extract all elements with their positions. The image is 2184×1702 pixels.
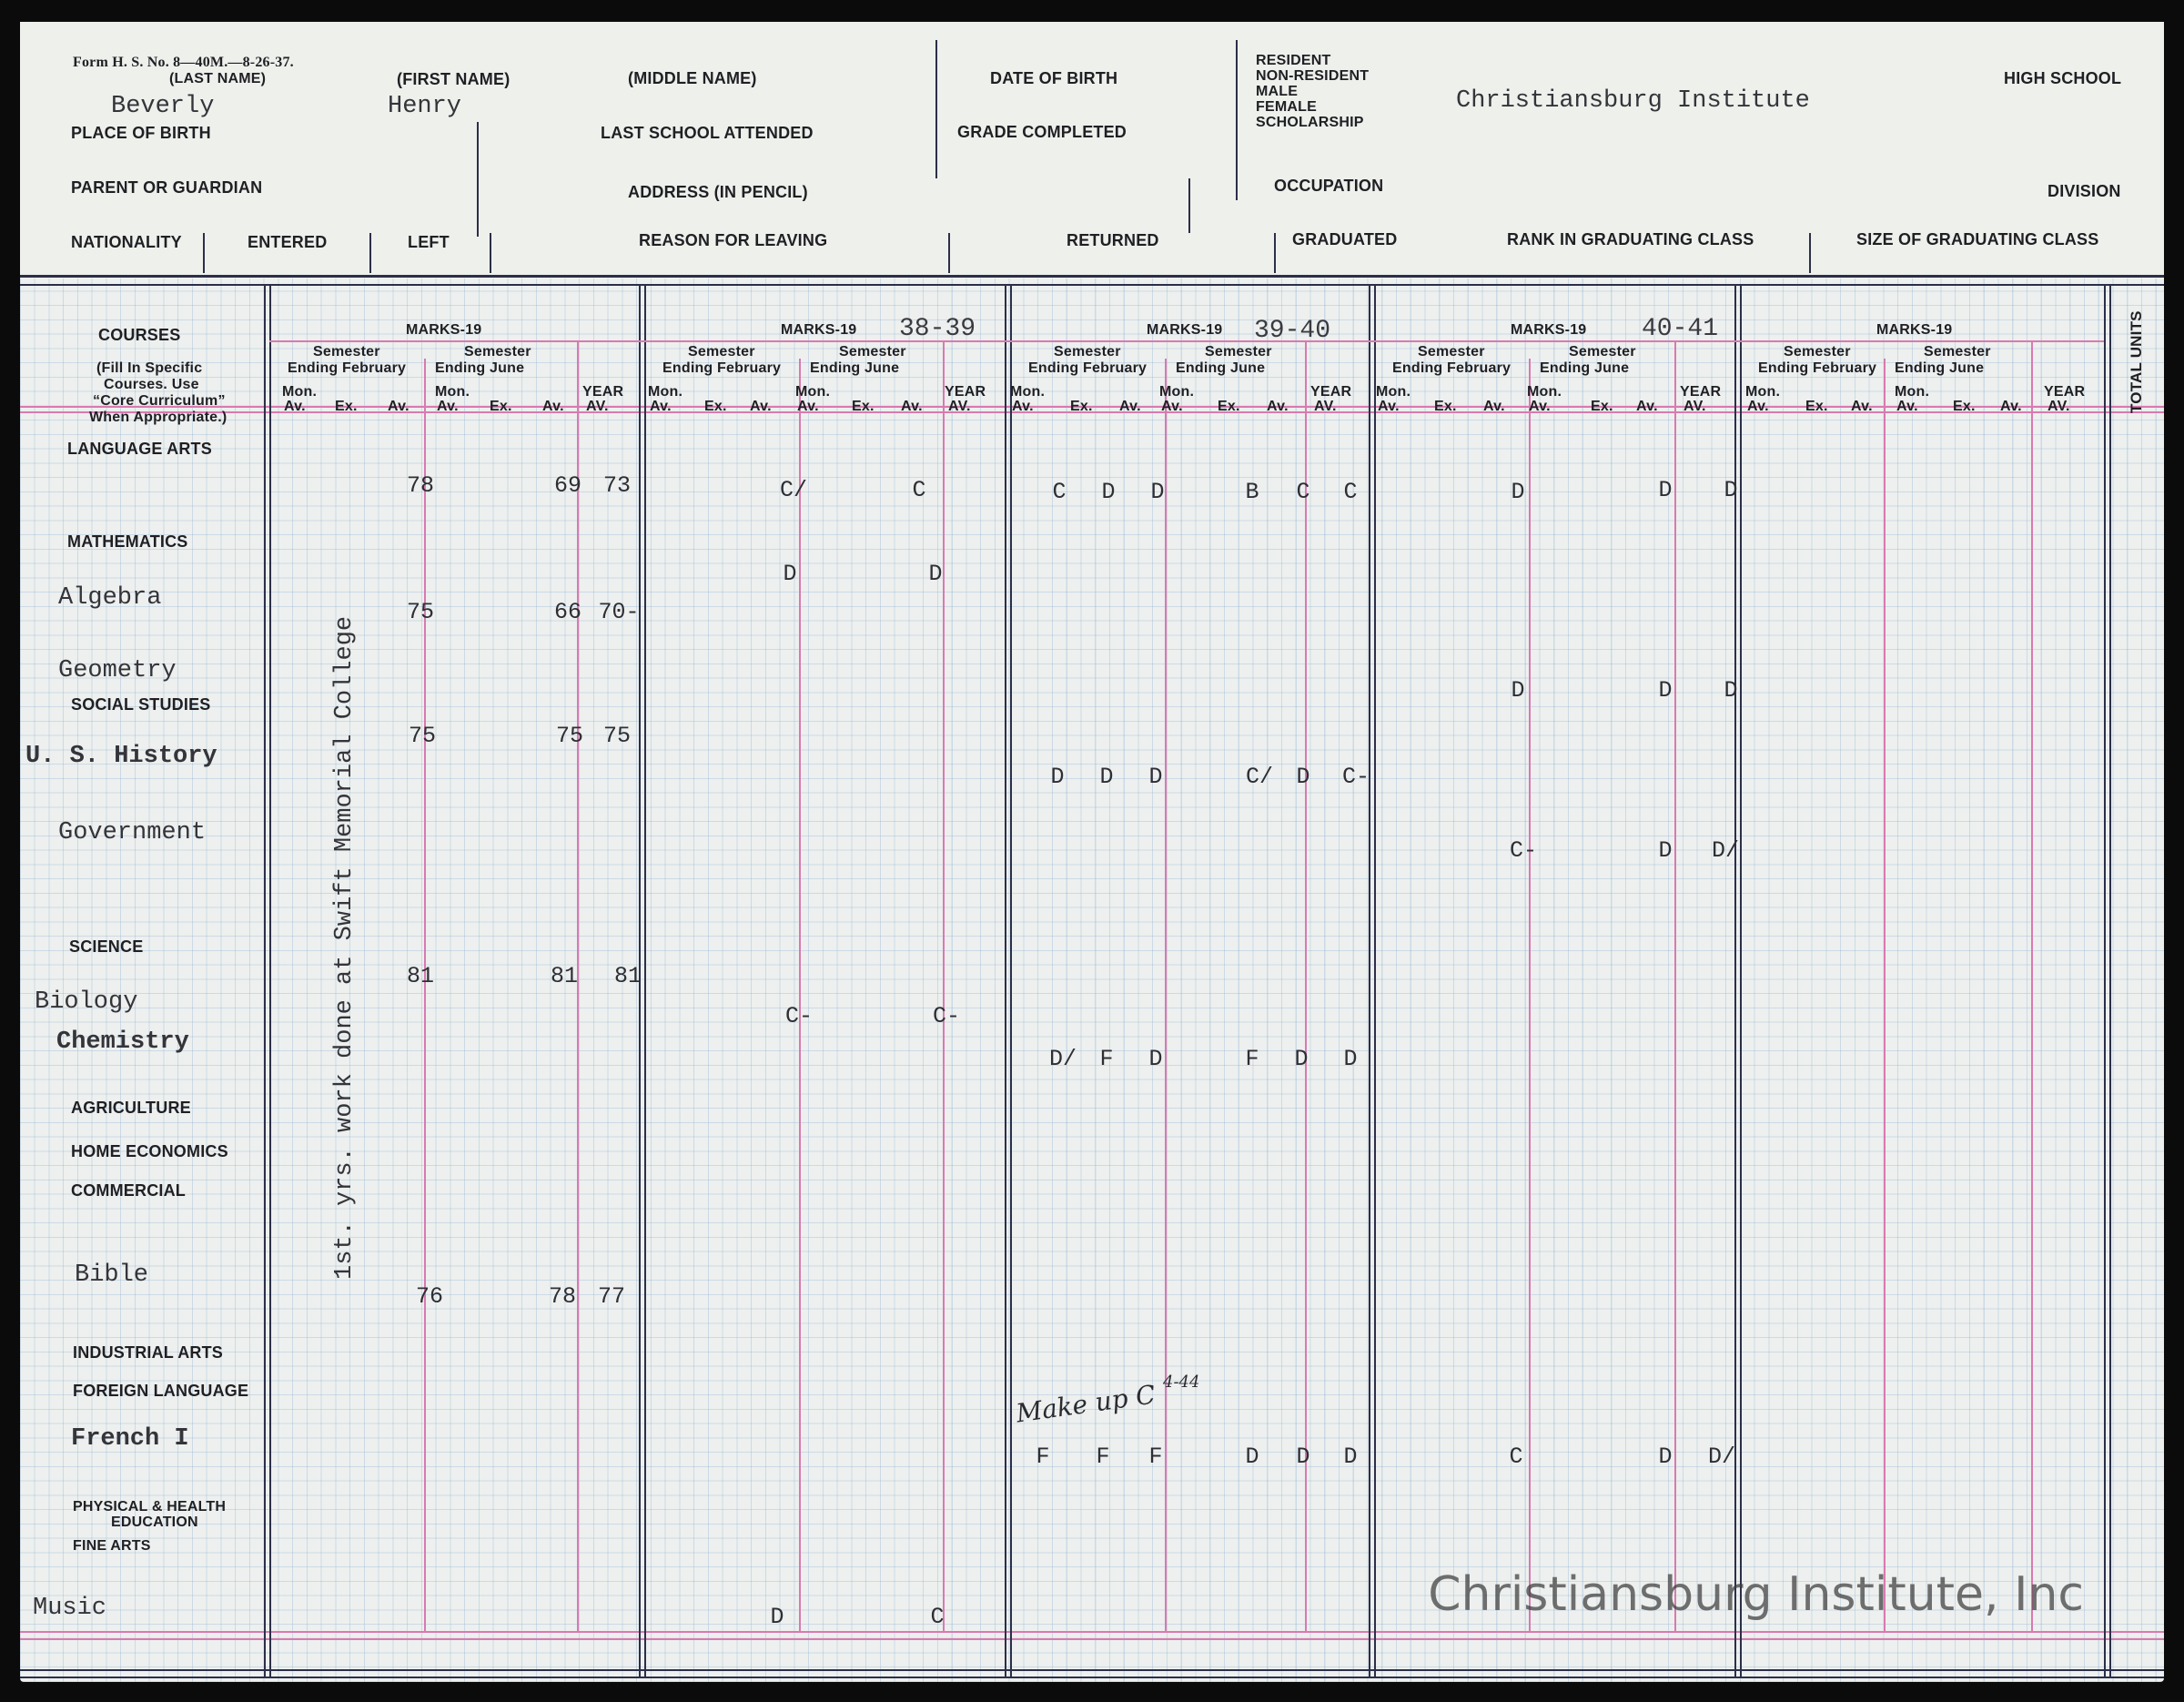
grade-mark: C — [912, 477, 926, 503]
header-rule — [490, 233, 491, 273]
semester-ending-february: Ending February — [288, 360, 407, 376]
mon-av-label: Av. — [650, 399, 672, 414]
block-year-38-39: 38-39 — [899, 315, 976, 343]
mon-av-label: Mon. — [282, 384, 318, 400]
mon-av-label: Mon. — [1895, 384, 1930, 400]
grade-mark: D — [1101, 479, 1116, 505]
header-rule — [203, 233, 205, 273]
makeup-date: 4-44 — [1163, 1373, 1200, 1392]
semester-ending-february: Ending February — [662, 360, 782, 376]
rank-label: RANK IN GRADUATING CLASS — [1507, 230, 1754, 248]
grade-mark: D — [1148, 1046, 1163, 1072]
bottom-rule — [20, 1669, 2164, 1671]
year-av-label: YEAR — [1680, 384, 1722, 400]
marks-label: MARKS-19 — [406, 322, 482, 338]
ex-label: Ex. — [335, 399, 358, 414]
block-rule — [2109, 284, 2111, 1678]
transcript-card — [20, 22, 2164, 1682]
total-units-label: TOTAL UNITS — [2128, 310, 2145, 413]
mon-av-label: Av. — [1378, 399, 1400, 414]
semester-label: Semester — [1205, 344, 1272, 360]
grade-mark: D — [1658, 477, 1673, 503]
av-label: Av. — [388, 399, 410, 414]
header-rule — [1809, 233, 1811, 273]
courses-note: “Core Curriculum” — [93, 393, 226, 409]
grade-mark: F — [1099, 1046, 1114, 1072]
grade-mark: D — [1511, 677, 1525, 704]
ex-label: Ex. — [1070, 399, 1093, 414]
course-french: French I — [71, 1425, 189, 1453]
non-resident-label: NON-RESIDENT — [1256, 68, 1370, 84]
grade-mark: D/ — [1711, 837, 1739, 864]
category-education: EDUCATION — [111, 1515, 198, 1530]
grade-completed-label: GRADE COMPLETED — [957, 123, 1127, 141]
header-rule — [948, 233, 950, 273]
grade-mark: D — [1343, 1046, 1358, 1072]
grade-mark: D — [1148, 764, 1163, 790]
year-av-label: YEAR — [1310, 384, 1352, 400]
grade-mark: C/ — [1245, 764, 1273, 790]
block-year-40-41: 40-41 — [1642, 315, 1719, 343]
course-biology: Biology — [35, 988, 138, 1016]
category-industrial-arts: INDUSTRIAL ARTS — [73, 1343, 223, 1362]
header-rule — [1274, 233, 1276, 273]
year-av-label: AV. — [1314, 399, 1337, 414]
year-av-label: AV. — [948, 399, 971, 414]
semester-ending-june: Ending June — [1540, 360, 1630, 376]
grade-mark: D — [1296, 764, 1310, 790]
male-label: MALE — [1256, 84, 1299, 99]
courses-note: Courses. Use — [104, 377, 199, 392]
bottom-rule — [20, 1631, 2164, 1633]
semester-label: Semester — [313, 344, 380, 360]
marks-label: MARKS-19 — [1147, 322, 1223, 338]
semester-label: Semester — [1784, 344, 1851, 360]
occupation-label: OCCUPATION — [1274, 177, 1384, 195]
size-label: SIZE OF GRADUATING CLASS — [1856, 230, 2099, 248]
grade-mark: F — [1148, 1444, 1163, 1470]
block-rule — [1010, 284, 1012, 1678]
year-av-label: AV. — [586, 399, 609, 414]
mon-av-label: Mon. — [795, 384, 831, 400]
semester-ending-june: Ending June — [810, 360, 900, 376]
grade-mark: F — [1096, 1444, 1110, 1470]
block-rule — [2104, 284, 2106, 1678]
header-rule — [369, 233, 371, 273]
table-top-rule — [20, 275, 2164, 278]
graduated-label: GRADUATED — [1292, 230, 1398, 248]
ex-label: Ex. — [1953, 399, 1976, 414]
grade-mark: D — [1294, 1046, 1309, 1072]
semester-ending-february: Ending February — [1392, 360, 1512, 376]
courses-note: (Fill In Specific — [96, 360, 203, 376]
place-of-birth-label: PLACE OF BIRTH — [71, 124, 211, 142]
grade-mark: 78 — [406, 472, 434, 499]
parent-label: PARENT OR GUARDIAN — [71, 178, 263, 197]
category-commercial: COMMERCIAL — [71, 1181, 186, 1200]
semester-label: Semester — [1054, 344, 1121, 360]
middle-name-label: (MIDDLE NAME) — [628, 69, 757, 87]
grade-mark: C- — [1509, 837, 1537, 864]
grade-mark: 73 — [602, 472, 631, 499]
mon-av-label: Av. — [437, 399, 459, 414]
reason-label: REASON FOR LEAVING — [639, 231, 828, 249]
course-geometry: Geometry — [58, 657, 177, 684]
mon-av-label: Mon. — [1010, 384, 1046, 400]
category-social-studies: SOCIAL STUDIES — [71, 695, 211, 714]
grade-mark: 69 — [553, 472, 581, 499]
first-name-label: (FIRST NAME) — [397, 70, 511, 88]
semester-ending-june: Ending June — [1176, 360, 1266, 376]
course-government: Government — [58, 819, 207, 846]
grade-mark: D — [1296, 1444, 1310, 1470]
grade-mark: 75 — [406, 599, 434, 625]
grade-mark: 66 — [553, 599, 581, 625]
header-rule — [1236, 40, 1238, 200]
category-language-arts: LANGUAGE ARTS — [67, 440, 212, 458]
grade-mark: C- — [932, 1003, 960, 1029]
division-label: DIVISION — [2048, 182, 2121, 200]
av-label: Av. — [542, 399, 564, 414]
year-av-label: YEAR — [2044, 384, 2086, 400]
grade-mark: C- — [784, 1003, 813, 1029]
av-label: Av. — [1267, 399, 1289, 414]
semester-label: Semester — [688, 344, 755, 360]
grade-mark: C — [1296, 479, 1310, 505]
grade-mark: D — [1658, 837, 1673, 864]
course-chemistry: Chemistry — [56, 1028, 189, 1056]
resident-label: RESIDENT — [1256, 53, 1331, 68]
mon-av-label: Mon. — [435, 384, 470, 400]
grade-mark: 70- — [598, 599, 640, 625]
left-label: LEFT — [408, 233, 450, 251]
block-rule — [1374, 284, 1376, 1678]
course-bible: Bible — [75, 1261, 149, 1289]
header-rule — [935, 40, 937, 178]
grade-mark: 77 — [597, 1283, 625, 1310]
marks-label: MARKS-19 — [781, 322, 857, 338]
year-av-label: YEAR — [582, 384, 624, 400]
grade-mark: C- — [1341, 764, 1370, 790]
mon-av-label: Av. — [797, 399, 819, 414]
grade-mark: F — [1036, 1444, 1050, 1470]
courses-column-rule — [264, 284, 266, 1678]
course-algebra: Algebra — [58, 584, 162, 612]
av-label: Av. — [1119, 399, 1141, 414]
ex-label: Ex. — [852, 399, 875, 414]
grade-mark: 81 — [613, 963, 642, 989]
last-school-label: LAST SCHOOL ATTENDED — [601, 124, 814, 142]
makeup-note: Make up C — [1014, 1379, 1158, 1429]
courses-column-rule — [269, 284, 271, 1678]
grade-mark: 78 — [548, 1283, 576, 1310]
grade-mark: D — [1658, 677, 1673, 704]
category-agriculture: AGRICULTURE — [71, 1099, 191, 1117]
av-label: Av. — [1636, 399, 1658, 414]
high-school-value: Christiansburg Institute — [1456, 87, 1810, 115]
ex-label: Ex. — [1591, 399, 1613, 414]
header-rule — [1188, 178, 1190, 233]
mon-av-label: Av. — [1747, 399, 1769, 414]
courses-header: COURSES — [98, 326, 181, 344]
mon-av-label: Av. — [1896, 399, 1918, 414]
courses-note: When Appropriate.) — [89, 410, 228, 425]
year-av-label: AV. — [1684, 399, 1706, 414]
date-of-birth-label: DATE OF BIRTH — [990, 69, 1118, 87]
scholarship-label: SCHOLARSHIP — [1256, 115, 1364, 130]
marks-label: MARKS-19 — [1876, 322, 1953, 338]
block-year-39-40: 39-40 — [1254, 317, 1331, 345]
semester-label: Semester — [464, 344, 531, 360]
grade-mark: D — [1343, 1444, 1358, 1470]
grade-mark: C — [1052, 479, 1067, 505]
grade-mark: D — [1099, 764, 1114, 790]
category-fine-arts: FINE ARTS — [73, 1538, 151, 1554]
grade-mark: D/ — [1707, 1444, 1735, 1470]
grade-mark: C — [930, 1604, 945, 1630]
semester-label: Semester — [1569, 344, 1636, 360]
av-label: Av. — [1851, 399, 1873, 414]
grade-mark: D — [1724, 677, 1738, 704]
grade-mark: 81 — [406, 963, 434, 989]
grade-mark: C — [1343, 479, 1358, 505]
course-us-history: U. S. History — [25, 743, 217, 770]
watermark: Christiansburg Institute, Inc — [1428, 1567, 2084, 1622]
grade-mark: D — [1724, 477, 1738, 503]
grade-mark: B — [1245, 479, 1259, 505]
category-science: SCIENCE — [69, 937, 144, 956]
category-mathematics: MATHEMATICS — [67, 532, 188, 551]
grade-mark: D — [1150, 479, 1165, 505]
last-name-label: (LAST NAME) — [169, 71, 267, 86]
form-number: Form H. S. No. 8—40M.—8-26-37. — [73, 55, 294, 70]
grade-mark: 75 — [602, 723, 631, 749]
grade-mark: 75 — [555, 723, 583, 749]
female-label: FEMALE — [1256, 99, 1317, 115]
grade-mark: D/ — [1048, 1046, 1077, 1072]
year-av-label: AV. — [2048, 399, 2070, 414]
mon-av-label: Mon. — [1745, 384, 1781, 400]
address-label: ADDRESS (IN PENCIL) — [628, 183, 808, 201]
av-label: Av. — [1483, 399, 1505, 414]
mon-av-label: Av. — [1161, 399, 1183, 414]
ex-label: Ex. — [1218, 399, 1240, 414]
grade-mark: F — [1245, 1046, 1259, 1072]
ex-label: Ex. — [1434, 399, 1457, 414]
entered-label: ENTERED — [248, 233, 328, 251]
semester-ending-june: Ending June — [435, 360, 525, 376]
grade-mark: D — [1245, 1444, 1259, 1470]
category-physical-health: PHYSICAL & HEALTH — [73, 1499, 227, 1515]
course-music: Music — [33, 1595, 107, 1622]
mon-av-label: Mon. — [1527, 384, 1562, 400]
grade-mark: D — [783, 561, 797, 587]
last-name-value: Beverly — [111, 93, 215, 120]
ex-label: Ex. — [490, 399, 512, 414]
semester-ending-february: Ending February — [1028, 360, 1148, 376]
nationality-label: NATIONALITY — [71, 233, 182, 251]
mon-av-label: Av. — [1529, 399, 1551, 414]
av-label: Av. — [2000, 399, 2022, 414]
grade-mark: D — [770, 1604, 784, 1630]
semester-label: Semester — [1924, 344, 1991, 360]
grade-mark: 75 — [408, 723, 436, 749]
returned-label: RETURNED — [1067, 231, 1159, 249]
grade-mark: 81 — [550, 963, 578, 989]
grade-mark: D — [1050, 764, 1065, 790]
bottom-rule — [20, 1638, 2164, 1640]
swift-memorial-note: 1st. yrs. work done at Swift Memorial College — [331, 615, 359, 1280]
grade-mark: D — [1658, 1444, 1673, 1470]
ex-label: Ex. — [704, 399, 727, 414]
mon-av-label: Mon. — [1159, 384, 1195, 400]
mon-av-label: Av. — [284, 399, 306, 414]
mon-av-label: Mon. — [648, 384, 683, 400]
high-school-label: HIGH SCHOOL — [2004, 69, 2122, 87]
first-name-value: Henry — [388, 93, 462, 120]
semester-label: Semester — [839, 344, 906, 360]
category-home-economics: HOME ECONOMICS — [71, 1142, 228, 1160]
av-label: Av. — [901, 399, 923, 414]
semester-ending-june: Ending June — [1895, 360, 1985, 376]
grade-mark: D — [1511, 479, 1525, 505]
av-label: Av. — [750, 399, 772, 414]
semester-label: Semester — [1418, 344, 1485, 360]
semester-ending-february: Ending February — [1758, 360, 1877, 376]
header-rule — [477, 122, 479, 237]
block-rule — [1005, 284, 1006, 1678]
mon-av-label: Mon. — [1376, 384, 1411, 400]
ex-label: Ex. — [1805, 399, 1828, 414]
grade-mark: C/ — [779, 477, 807, 503]
bottom-rule — [20, 1677, 2164, 1678]
category-foreign-language: FOREIGN LANGUAGE — [73, 1382, 249, 1400]
mon-av-label: Av. — [1012, 399, 1034, 414]
year-av-label: YEAR — [945, 384, 986, 400]
grade-mark: D — [928, 561, 943, 587]
table-top-rule — [20, 284, 2164, 286]
marks-label: MARKS-19 — [1511, 322, 1587, 338]
grade-mark: 76 — [415, 1283, 443, 1310]
grade-mark: C — [1509, 1444, 1523, 1470]
